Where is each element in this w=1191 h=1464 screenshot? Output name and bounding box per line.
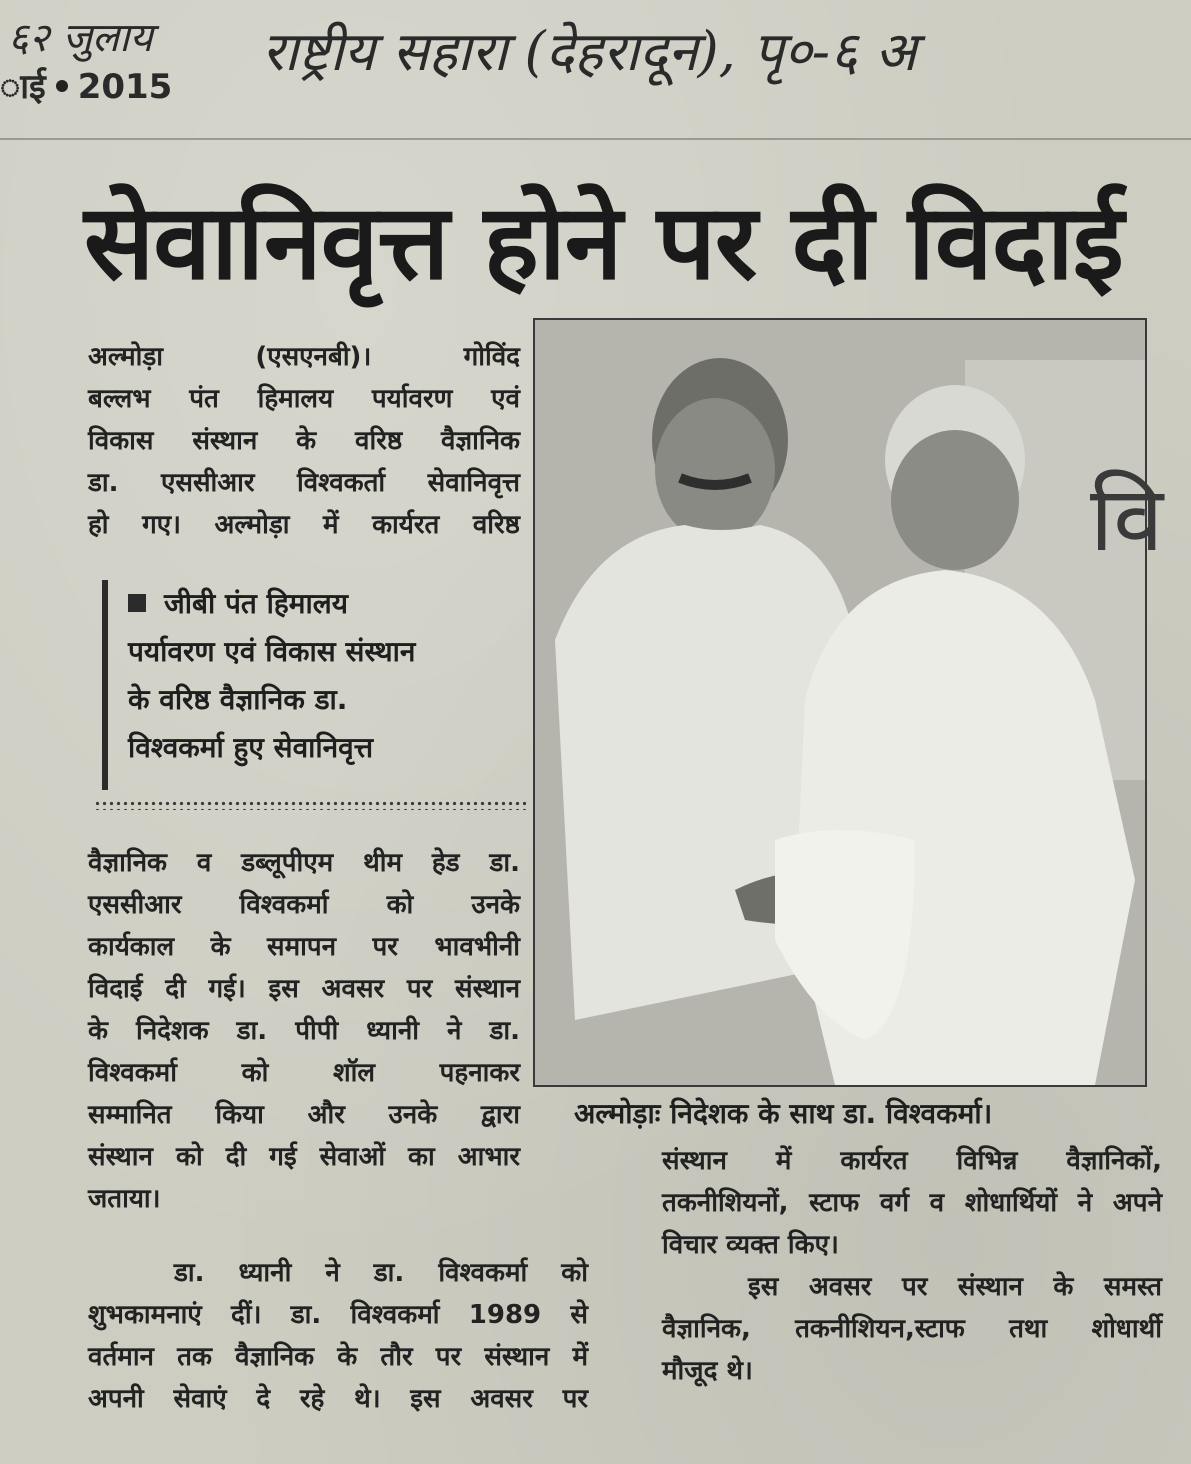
print-year: 2015	[77, 67, 173, 107]
highlight-text	[128, 580, 415, 772]
body-line: वैज्ञानिक व डब्लूपीएम थीम हेड डा.	[88, 848, 520, 878]
svg-text:वि: वि	[1090, 467, 1164, 572]
dotted-divider	[94, 800, 526, 810]
print-date-month: ाई	[0, 67, 46, 107]
body-line: विश्वकर्मा को शॉल पहनाकर	[88, 1058, 520, 1088]
highlight-line	[128, 580, 415, 628]
body2-line: शुभकामनाएं दीं। डा. विश्वकर्मा 1989 से	[88, 1300, 588, 1330]
photo-illustration	[535, 320, 1164, 1085]
body-line: संस्थान को दी गई सेवाओं का आभार	[88, 1142, 520, 1172]
article-photo	[533, 318, 1164, 1087]
body2-line: डा. ध्यानी ने डा. विश्वकर्मा को	[174, 1258, 588, 1288]
highlight-line: पर्यावरण एवं विकास संस्थान	[128, 635, 416, 668]
body-line: के निदेशक डा. पीपी ध्यानी ने डा.	[88, 1016, 520, 1046]
highlight-line: के वरिष्ठ वैज्ञानिक डा.	[128, 683, 348, 716]
lead-line: अल्मोड़ा (एसएनबी)। गोविंद	[88, 342, 520, 372]
lead-paragraph	[88, 336, 520, 546]
headline: सेवानिवृत्त होने पर दी विदाई	[84, 181, 1123, 303]
body2-line: अपनी सेवाएं दे रहे थे। इस अवसर पर	[88, 1384, 588, 1414]
top-divider	[0, 138, 1191, 140]
right2-line: मौजूद थे।	[662, 1356, 753, 1386]
lead-line: डा. एससीआर विश्वकर्ता सेवानिवृत्त	[88, 468, 520, 498]
right-column	[662, 1140, 1162, 1392]
photo-caption: अल्मोड़ाः निदेशक के साथ डा. विश्वकर्मा।	[574, 1097, 993, 1130]
handwritten-source: राष्ट्रीय सहारा (देहरादून), पृ०-६ अ	[262, 20, 917, 83]
body-line: जताया।	[88, 1184, 161, 1214]
right2-line: इस अवसर पर संस्थान के समस्त	[748, 1272, 1162, 1302]
body-line: विदाई दी गई। इस अवसर पर संस्थान	[88, 974, 520, 1004]
right-line: तकनीशियनों, स्टाफ वर्ग व शोधार्थियों ने अपने	[662, 1188, 1162, 1218]
body2-line: वर्तमान तक वैज्ञानिक के तौर पर संस्थान में	[88, 1342, 588, 1372]
right-line: संस्थान में कार्यरत विभिन्न वैज्ञानिकों,	[662, 1146, 1162, 1176]
lead-line: बल्लभ पंत हिमालय पर्यावरण एवं	[88, 384, 520, 414]
body-line: कार्यकाल के समापन पर भावभीनी	[88, 932, 520, 962]
handwritten-date: ६२ जुलाय	[8, 15, 153, 61]
body-line: एससीआर विश्वकर्मा को उनके	[88, 890, 520, 920]
body-line: सम्मानित किया और उनके द्वारा	[88, 1100, 520, 1130]
highlight-line: विश्वकर्मा हुए सेवानिवृत्त	[128, 731, 374, 764]
highlight-box	[102, 580, 528, 790]
date-bullet-icon	[56, 80, 68, 92]
highlight-line-text: जीबी पंत हिमालय	[164, 587, 348, 620]
lead-line: विकास संस्थान के वरिष्ठ वैज्ञानिक	[88, 426, 520, 456]
body-paragraph	[88, 842, 520, 1220]
lead-line: हो गए। अल्मोड़ा में कार्यरत वरिष्ठ	[88, 510, 520, 540]
right2-line: वैज्ञानिक, तकनीशियन,स्टाफ तथा शोधार्थी	[662, 1314, 1162, 1344]
right-line: विचार व्यक्त किए।	[662, 1230, 839, 1260]
square-bullet-icon	[128, 594, 146, 612]
print-date	[0, 62, 172, 108]
body-paragraph-2	[88, 1252, 588, 1420]
